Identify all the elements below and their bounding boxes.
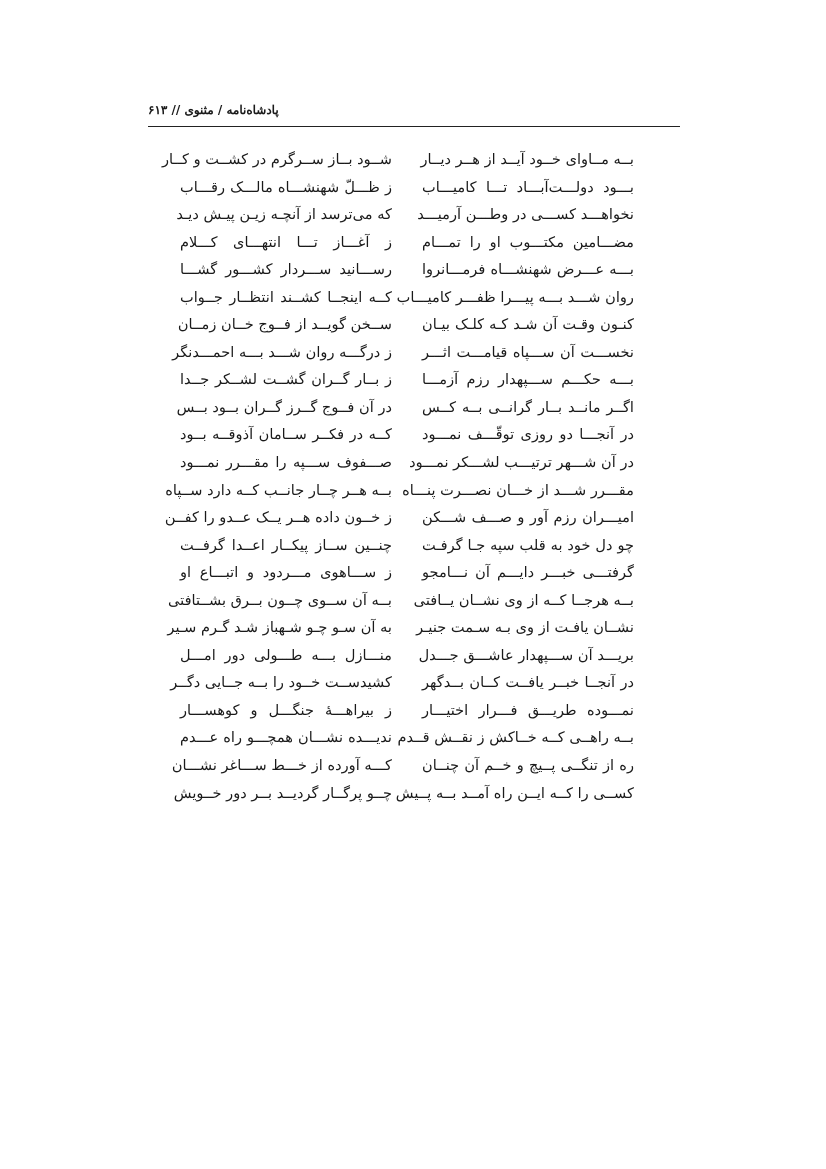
first-hemistich: در آنجــا خبــر یافــت کــان بــدگهر: [422, 674, 634, 692]
second-hemistich: ندیـــده نشـــان همچـــو راه عـــدم: [180, 729, 392, 747]
first-hemistich: در آن شـــهر ترتیـــب لشـــکر نمـــود: [409, 454, 634, 472]
couplet: [176, 201, 634, 229]
first-hemistich: بــه مــاوای خــود آیــد از هــر دیــار: [420, 151, 634, 168]
page-header: [148, 100, 680, 127]
second-hemistich: که می‌ترسد از آنچـه زیـن پیـش دیـد: [176, 206, 392, 224]
first-hemistich: بــه هرجــا کــه از وی نشــان یــافتی: [413, 591, 634, 609]
second-hemistich: کشیدســت خــود را بــه جــایی دگــر: [170, 674, 392, 692]
first-hemistich: نخواهـــد کســـی در وطـــن آرمیـــد: [417, 206, 634, 224]
second-hemistich: ز آغـــاز تـــا انتهـــای کـــلام: [180, 233, 392, 251]
first-hemistich: بــه راهــی کــه خــاکش ز نقــش قــدم: [397, 729, 634, 747]
couplet: [177, 311, 634, 339]
couplet: [180, 284, 634, 312]
first-hemistich: نمـــوده طریـــق فـــرار اختیـــار: [422, 701, 634, 719]
couplet: [172, 339, 634, 367]
couplet: [180, 421, 634, 449]
couplet: [165, 477, 634, 505]
couplet: [173, 780, 634, 808]
couplet: [176, 394, 634, 422]
second-hemistich: ز ســـاهوی مـــردود و اتبـــاع او: [180, 564, 392, 582]
second-hemistich: به آن سـو چـو شـهباز شـد گـرم سـیر: [167, 619, 392, 637]
second-hemistich: صـــفوف ســـپه را مقـــرر نمـــود: [180, 454, 392, 472]
first-hemistich: بـــه حکـــم ســـپهدار رزم آزمـــا: [422, 371, 634, 389]
first-hemistich: بـــود دولـــت‌آبـــاد تـــا کامیـــاب: [422, 178, 634, 196]
second-hemistich: شــود بــاز ســرگرم در کشــت و کــار: [161, 151, 392, 168]
second-hemistich: ز ظـــلّ شهنشـــاه مالـــک رقـــاب: [180, 178, 392, 196]
second-hemistich: ز بــار گــران گشــت لشــکر جــدا: [180, 371, 392, 389]
first-hemistich: ره از تنگــی پــیچ و خــم آن چنــان: [422, 757, 634, 775]
second-hemistich: بــه هــر چــار جانــب کــه دارد ســپاه: [165, 481, 392, 499]
second-hemistich: کــه در فکــر ســامان آذوقــه بــود: [180, 426, 392, 444]
first-hemistich: کســی را کــه ایــن راه آمــد بــه پــیش: [395, 784, 634, 802]
couplet: [180, 174, 634, 202]
second-hemistich: چــو پرگــار گردیــد بــر دور خــویش: [173, 784, 392, 802]
couplet: [180, 366, 634, 394]
couplet: [161, 146, 634, 174]
first-hemistich: بریـــد آن ســـپهدار عاشـــق جـــدل: [418, 646, 634, 664]
couplet: [180, 229, 634, 257]
second-hemistich: ز درگـــه روان شـــد بـــه احمـــدنگر: [172, 343, 392, 361]
first-hemistich: روان شـــد بـــه پیـــرا ظفـــر کامیـــاب: [396, 288, 634, 306]
second-hemistich: ز بیراهـــهٔ جنگـــل و کوهســـار: [180, 701, 392, 719]
first-hemistich: چو دل خود به قلب سپه جـا گرفـت: [422, 536, 634, 554]
couplet: [180, 256, 634, 284]
first-hemistich: اگــر مانــد بــار گرانــی بــه کــس: [422, 398, 634, 416]
running-head: پادشاه‌نامه / مثنوی // ۶۱۳: [148, 103, 279, 117]
first-hemistich: نخســـت آن ســـپاه قیامـــت اثـــر: [422, 343, 634, 361]
second-hemistich: ز خــون داده هــر یــک عــدو را کفــن: [164, 509, 392, 527]
couplet: [171, 752, 634, 780]
second-hemistich: در آن فــوج گــرز گــران بــود بــس: [176, 398, 392, 416]
couplet: [180, 642, 634, 670]
first-hemistich: کنـون وقـت آن شـد کـه کلـک بیـان: [422, 316, 634, 334]
second-hemistich: رســـانید ســـردار کشـــور گشـــا: [180, 261, 392, 279]
couplet: [170, 669, 634, 697]
couplet: [168, 587, 634, 615]
couplet: [180, 532, 634, 560]
couplet: [164, 504, 634, 532]
first-hemistich: مقـــرر شـــد از خـــان نصـــرت پنـــاه: [402, 481, 634, 499]
first-hemistich: در آنجـــا دو روزی توقّـــف نمـــود: [422, 426, 634, 444]
second-hemistich: منـــازل بـــه طـــولی دور امـــل: [180, 646, 392, 664]
poem-body: [161, 146, 634, 807]
first-hemistich: گرفتـــی خبـــر دایـــم آن نـــامجو: [422, 564, 634, 582]
couplet: [180, 724, 634, 752]
couplet: [180, 449, 634, 477]
first-hemistich: نشــان یافـت از وی بـه سـمت جنیـر: [416, 619, 634, 637]
first-hemistich: امیـــران رزم آور و صـــف شـــکن: [422, 509, 634, 527]
couplet: [167, 614, 634, 642]
first-hemistich: بـــه عـــرض شهنشـــاه فرمـــانروا: [422, 261, 634, 279]
second-hemistich: ســخن گویــد از فــوج خــان زمــان: [177, 316, 392, 334]
second-hemistich: کــه اینجــا کشــند انتظــار جــواب: [180, 288, 392, 306]
couplet: [180, 697, 634, 725]
second-hemistich: بــه آن ســوی چــون بــرق بشــتافتی: [168, 591, 392, 609]
second-hemistich: کـــه آورده از خـــط ســـاغر نشـــان: [171, 757, 392, 775]
first-hemistich: مضـــامین مکتـــوب او را تمـــام: [422, 233, 634, 251]
second-hemistich: چنــین ســاز پیکــار اعــدا گرفــت: [180, 536, 392, 554]
couplet: [180, 559, 634, 587]
